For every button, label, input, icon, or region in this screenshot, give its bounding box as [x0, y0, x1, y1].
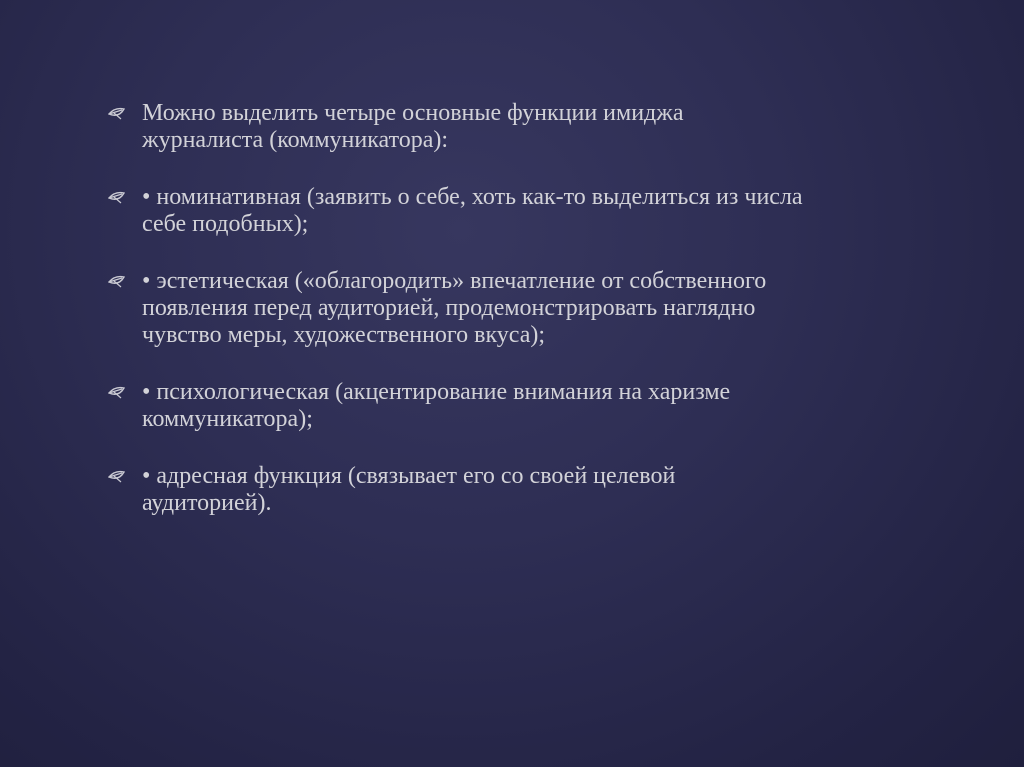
list-item [108, 100, 808, 154]
bullet-list [108, 100, 808, 547]
fern-leaf-icon [108, 184, 142, 205]
list-item-text: • эстетическая («облагородить» впечатление от собственного появления перед аудиторией, продемонстрировать наглядно чувство меры, художественного вкуса); [142, 268, 767, 348]
list-item-text: • психологическая (акцентирование внимания на харизме коммуникатора); [142, 379, 731, 432]
fern-leaf-icon [108, 463, 142, 484]
fern-leaf-icon [108, 268, 142, 289]
list-item [108, 268, 808, 349]
list-item-text: • адресная функция (связывает его со своей целевой аудиторией). [142, 463, 676, 516]
list-item [108, 184, 808, 238]
list-item [108, 379, 808, 433]
list-item-text: • номинативная (заявить о себе, хоть как-то выделиться из числа себе подобных); [142, 184, 803, 237]
list-item [108, 463, 808, 517]
fern-leaf-icon [108, 379, 142, 400]
fern-leaf-icon [108, 100, 142, 121]
list-item-text: Можно выделить четыре основные функции имиджа журналиста (коммуникатора): [142, 100, 684, 153]
